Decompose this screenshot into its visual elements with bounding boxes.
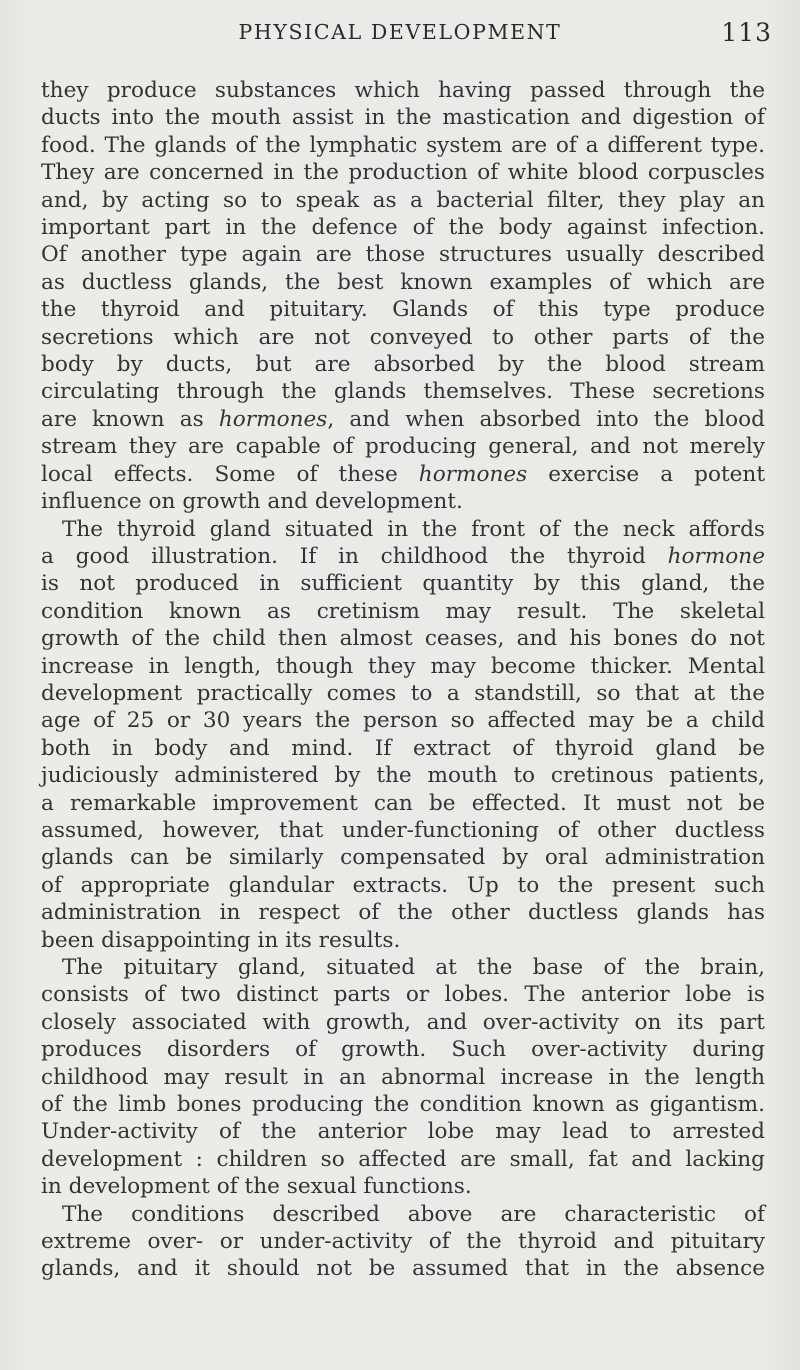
text-line: development practically comes to a standstill, so that at the xyxy=(41,680,765,706)
body-text xyxy=(41,77,765,1283)
running-head: PHYSICAL DEVELOPMENT xyxy=(238,20,562,44)
text-line: produces disorders of growth. Such over-activity during xyxy=(41,1037,765,1063)
text-line: age of 25 or 30 years the person so affected may be a child xyxy=(41,708,765,734)
text-line: growth of the child then almost ceases, and his bones do not xyxy=(41,626,765,652)
text-line: They are concerned in the production of white blood corpuscles xyxy=(41,160,765,186)
text-line: increase in length, though they may become thicker. Mental xyxy=(41,653,765,679)
text-line: a remarkable improvement can be effected. It must not be xyxy=(41,790,765,816)
text-line: The pituitary gland, situated at the base of the brain, xyxy=(62,955,765,980)
text-line: influence on growth and development. xyxy=(41,489,463,515)
text-line: The thyroid gland situated in the front of the neck affords xyxy=(62,516,765,542)
text-line: of the limb bones producing the condition known as gigantism. xyxy=(41,1092,765,1118)
text-line: glands, and it should not be assumed that in the absence xyxy=(41,1256,765,1282)
text-line: they produce substances which having passed through the xyxy=(41,78,765,103)
text-line: development : children so affected are small, fat and lacking xyxy=(41,1146,765,1172)
text-line: stream they are capable of producing general, and not merely xyxy=(41,434,765,460)
text-line: food. The glands of the lymphatic system are of a different type. xyxy=(41,132,765,158)
text-line: body by ducts, but are absorbed by the blood stream xyxy=(41,352,765,378)
text-line: as ductless glands, the best known examples of which are xyxy=(41,269,765,295)
text-line: is not produced in sufficient quantity by this gland, the xyxy=(41,571,765,597)
text-line: circulating through the glands themselves. These secretions xyxy=(41,379,765,405)
text-line: condition known as cretinism may result. The skeletal xyxy=(41,598,765,624)
text-line: secretions which are not conveyed to other parts of the xyxy=(41,324,765,350)
text-line: Under-activity of the anterior lobe may lead to arrested xyxy=(41,1119,765,1145)
text-line: judiciously administered by the mouth to cretinous patients, xyxy=(41,763,765,789)
text-line: the thyroid and pituitary. Glands of this type produce xyxy=(41,297,765,323)
text-line: are known as hormones, and when absorbed into the blood xyxy=(41,406,765,432)
text-line: closely associated with growth, and over-activity on its part xyxy=(41,1009,765,1035)
text-line: ducts into the mouth assist in the mastication and digestion of xyxy=(41,105,765,131)
page-number: 113 xyxy=(721,18,772,47)
text-line: Of another type again are those structures usually described xyxy=(41,242,765,268)
text-line: in development of the sexual functions. xyxy=(41,1174,472,1200)
text-line: glands can be similarly compensated by oral administration xyxy=(41,845,765,871)
text-line: assumed, however, that under-functioning of other ductless xyxy=(41,817,765,843)
text-line: a good illustration. If in childhood the thyroid hormone xyxy=(41,543,765,569)
text-line: important part in the defence of the body against infection. xyxy=(41,215,765,241)
text-line: local effects. Some of these hormones exercise a potent xyxy=(41,461,765,487)
text-line: consists of two distinct parts or lobes. The anterior lobe is xyxy=(41,982,765,1008)
text-line: been disappointing in its results. xyxy=(41,927,401,953)
page-header xyxy=(0,18,800,52)
text-line: administration in respect of the other ductless glands has xyxy=(41,900,765,926)
text-line: extreme over- or under-activity of the thyroid and pituitary xyxy=(41,1229,765,1255)
text-line: both in body and mind. If extract of thyroid gland be xyxy=(41,735,765,761)
text-line: childhood may result in an abnormal increase in the length xyxy=(41,1064,765,1090)
text-line: of appropriate glandular extracts. Up to the present such xyxy=(41,872,765,898)
text-line: The conditions described above are characteristic of xyxy=(62,1201,765,1227)
text-line: and, by acting so to speak as a bacterial filter, they play an xyxy=(41,187,765,213)
